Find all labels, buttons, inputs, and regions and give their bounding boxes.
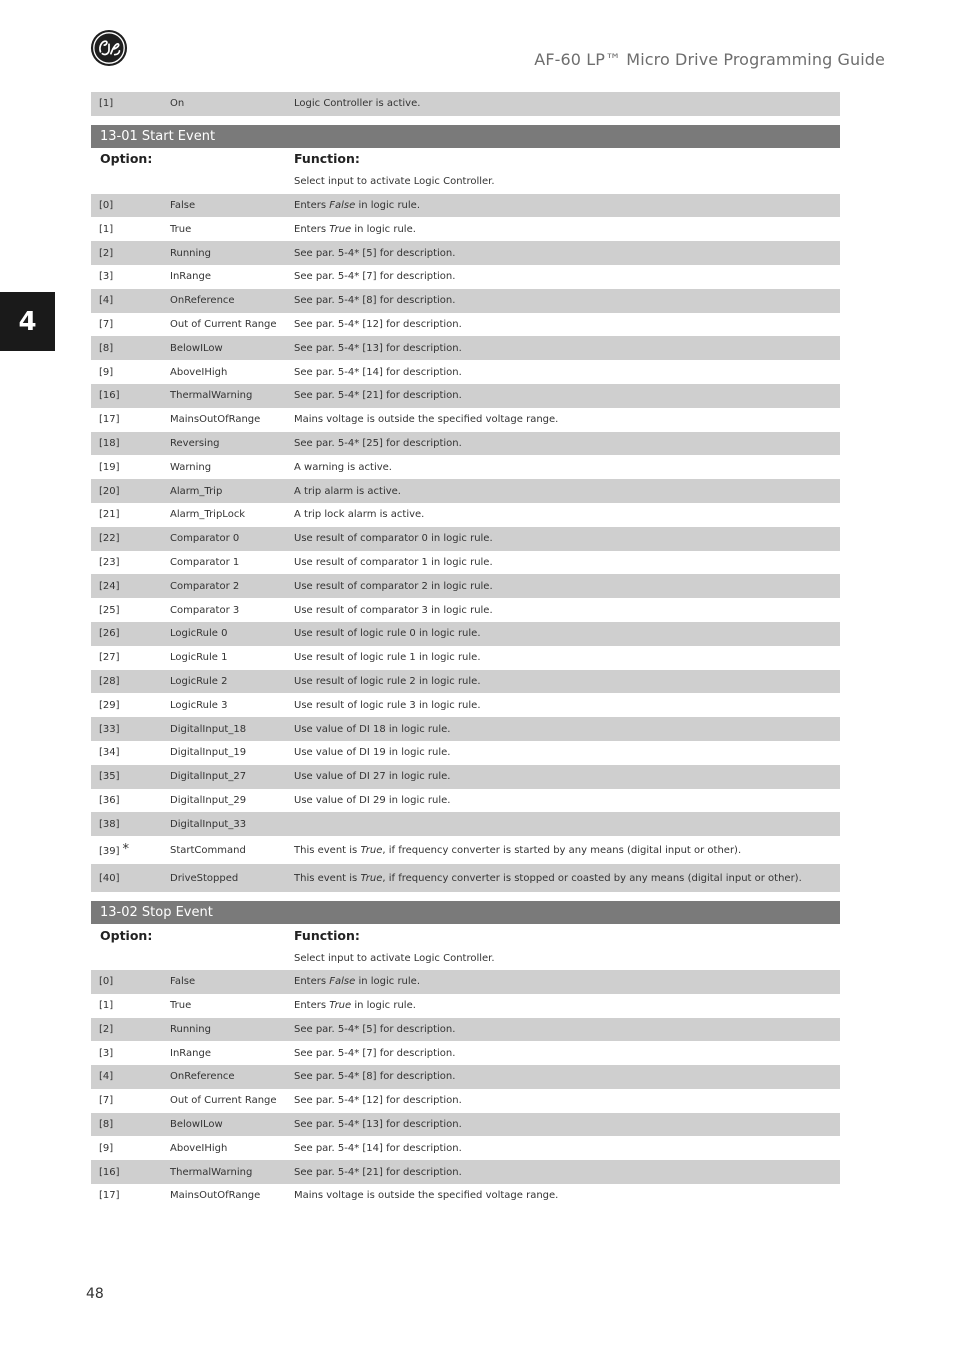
option-code [91,200,162,211]
description-text: Use value of DI 18 in logic rule. [294,723,451,735]
option-code [91,628,162,639]
option-description [285,676,840,687]
option-description [285,581,840,592]
option-code [91,1190,162,1201]
option-code-text: [28] [99,675,120,687]
option-name: MainsOutOfRange [170,1190,261,1202]
option-description [285,1048,840,1059]
option-name: True [170,1000,192,1012]
option-name: Out of Current Range [170,318,277,330]
option-description [285,414,840,425]
table-row [91,598,840,622]
option-name: False [170,976,196,988]
description-text: in logic rule. [355,976,420,988]
option-description [285,845,840,856]
option-description [285,1071,840,1082]
option-code [91,1095,162,1106]
description-text: Use result of logic rule 1 in logic rule. [294,652,481,664]
option-name: LogicRule 2 [170,675,228,687]
option-code [91,1024,162,1035]
option-code-text: [24] [99,580,120,592]
option-code-text: [1] [99,1000,114,1012]
option-name: StartCommand [170,844,246,856]
option-description [285,873,840,884]
intro-row [91,170,840,194]
description-text: A trip alarm is active. [294,485,401,497]
option-code-text: [3] [99,271,114,283]
table-row [91,194,840,218]
option-code-text: [4] [99,295,114,307]
table-row [91,717,840,741]
description-text: in logic rule. [351,223,416,235]
option-code [91,1167,162,1178]
option-description [285,605,840,616]
option-name: LogicRule 1 [170,652,228,664]
option-code-text: [3] [99,1047,114,1059]
description-text: Enters [294,1000,330,1012]
option-name: DigitalInput_18 [170,723,247,735]
option-code-text: [17] [99,1190,120,1202]
description-text: Use value of DI 29 in logic rule. [294,794,451,806]
table-row [91,812,840,836]
description-text: Enters [294,223,330,235]
section-header-stop-event: 13-02 Stop Event [91,901,840,924]
option-description [285,319,840,330]
table-row [91,92,840,116]
option-code-text: [2] [99,247,114,259]
option-code-text: [16] [99,1166,120,1178]
option-description [285,533,840,544]
option-code-text: [8] [99,342,114,354]
table-row [91,970,840,994]
description-text: Use value of DI 19 in logic rule. [294,747,451,759]
option-code-text: [38] [99,818,120,830]
option-name: False [170,199,196,211]
table-row [91,527,840,551]
description-text: See par. 5-4* [14] for description. [294,366,462,378]
description-emphasis: True [360,844,383,856]
option-name: Out of Current Range [170,1095,277,1107]
section-header-start-event: 13-01 Start Event [91,125,840,148]
table-row [91,693,840,717]
option-description [285,1119,840,1130]
description-emphasis: False [329,976,356,988]
option-code-text: [34] [99,747,120,759]
option-code-text: [7] [99,318,114,330]
option-description [285,628,840,639]
option-description [285,1167,840,1178]
option-code [91,343,162,354]
option-name: DigitalInput_27 [170,771,247,783]
option-name: Comparator 3 [170,604,240,616]
description-emphasis: False [329,199,356,211]
option-code-text: [40] [99,872,120,884]
option-name: Running [170,1023,211,1035]
option-name: Comparator 1 [170,556,240,568]
option-code [91,462,162,473]
description-text: See par. 5-4* [13] for description. [294,1119,462,1131]
column-headings [91,924,840,946]
description-text: See par. 5-4* [21] for description. [294,1166,462,1178]
option-code [91,224,162,235]
option-description [285,438,840,449]
option-description [285,1190,840,1201]
option-description [285,652,840,663]
option-code [91,248,162,259]
table-row [91,765,840,789]
column-headings [91,148,840,170]
description-emphasis: True [329,223,352,235]
option-description [285,367,840,378]
description-text: Use result of logic rule 2 in logic rule. [294,675,481,687]
option-description [285,486,840,497]
option-name: LogicRule 3 [170,699,228,711]
table-row [91,1184,840,1208]
option-description [285,224,840,235]
option-name: BelowILow [170,1119,223,1131]
table-row [91,432,840,456]
ge-logo [90,29,128,67]
option-name: DriveStopped [170,872,239,884]
description-text: This event is [294,844,361,856]
option-code [91,367,162,378]
option-code [91,319,162,330]
option-code [91,581,162,592]
option-code [91,747,162,758]
option-code [91,1143,162,1154]
option-code-text: [17] [99,414,120,426]
option-name: ThermalWarning [170,1166,253,1178]
option-name: Running [170,247,211,259]
option-description [285,343,840,354]
description-text: See par. 5-4* [8] for description. [294,1071,456,1083]
option-heading: Option: [100,927,153,943]
option-code [91,724,162,735]
option-code [91,843,162,858]
option-code [91,414,162,425]
option-description [285,700,840,711]
document-title: AF-60 LP™ Micro Drive Programming Guide [534,50,885,69]
description-text: See par. 5-4* [7] for description. [294,271,456,283]
option-code-text: [22] [99,533,120,545]
option-code-text: [9] [99,1142,114,1154]
description-text: See par. 5-4* [5] for description. [294,1023,456,1035]
table-row [91,241,840,265]
description-text: Use result of comparator 2 in logic rule. [294,580,493,592]
table-row [91,503,840,527]
option-name: On [170,98,185,110]
option-name: ThermalWarning [170,390,253,402]
option-description [285,747,840,758]
description-text: This event is [294,872,361,884]
intro-text: Select input to activate Logic Controller. [294,952,495,964]
table-row [91,1041,840,1065]
option-name: OnReference [170,295,235,307]
description-text: A trip lock alarm is active. [294,509,425,521]
option-code-text: [35] [99,771,120,783]
option-code-text: [23] [99,556,120,568]
table-row [91,384,840,408]
parameter-tables [91,92,840,1208]
option-code-text: [4] [99,1071,114,1083]
description-text: See par. 5-4* [14] for description. [294,1142,462,1154]
description-text: Use result of comparator 1 in logic rule. [294,556,493,568]
option-name: Reversing [170,437,220,449]
description-text: Enters [294,199,330,211]
option-code [91,271,162,282]
table-row [91,1065,840,1089]
table-row [91,1113,840,1137]
table-row [91,479,840,503]
option-code [91,438,162,449]
option-description [285,1000,840,1011]
description-emphasis: True [360,872,383,884]
table-row [91,265,840,289]
option-code [91,795,162,806]
option-code-text: [36] [99,794,120,806]
function-heading: Function: [294,927,360,943]
option-name: AboveIHigh [170,1142,228,1154]
option-description [285,1143,840,1154]
option-code [91,771,162,782]
option-description: Logic Controller is active. [294,98,421,110]
option-name: Alarm_Trip [170,485,223,497]
description-text: Use result of logic rule 3 in logic rule. [294,699,481,711]
table-row [91,789,840,813]
description-text: in logic rule. [355,199,420,211]
table-row [91,551,840,575]
option-code [91,557,162,568]
option-description [285,248,840,259]
option-code [91,295,162,306]
option-code [91,1048,162,1059]
option-name: InRange [170,1047,211,1059]
option-name: DigitalInput_19 [170,747,247,759]
option-description [285,295,840,306]
option-code [91,873,162,884]
table-row [91,1136,840,1160]
intro-text: Select input to activate Logic Controller. [294,176,495,188]
description-text: Use result of comparator 3 in logic rule. [294,604,493,616]
page-number: 48 [86,1286,104,1302]
description-emphasis: True [329,1000,352,1012]
option-name: True [170,223,192,235]
option-description [285,557,840,568]
option-name: DigitalInput_33 [170,818,247,830]
table-row [91,864,840,892]
option-code-text: [9] [99,366,114,378]
option-code: [1] [99,98,114,110]
option-code-text: [0] [99,976,114,988]
option-code-text: [26] [99,628,120,640]
option-description [285,771,840,782]
option-code [91,1071,162,1082]
option-code-text: [39] [99,845,120,857]
option-description [285,976,840,987]
description-text: , if frequency converter is started by any means (digital input or other). [382,844,742,856]
start-event-options [91,194,840,893]
description-text: Use value of DI 27 in logic rule. [294,771,451,783]
option-name: MainsOutOfRange [170,414,261,426]
option-code-text: [8] [99,1119,114,1131]
option-code-text: [1] [99,223,114,235]
option-code [91,652,162,663]
option-code [91,676,162,687]
option-description [285,1095,840,1106]
option-description [285,795,840,806]
option-description [285,509,840,520]
option-code [91,486,162,497]
description-text: Enters [294,976,330,988]
description-text: See par. 5-4* [25] for description. [294,437,462,449]
table-row [91,1160,840,1184]
option-description [285,1024,840,1035]
option-name: DigitalInput_29 [170,794,247,806]
option-code [91,1000,162,1011]
option-code-text: [2] [99,1023,114,1035]
option-code [91,533,162,544]
table-row [91,408,840,432]
option-name: BelowILow [170,342,223,354]
option-heading: Option: [100,151,153,167]
option-name: LogicRule 0 [170,628,228,640]
option-name: Comparator 0 [170,533,240,545]
description-text: Use result of logic rule 0 in logic rule. [294,628,481,640]
table-row [91,574,840,598]
description-text: See par. 5-4* [8] for description. [294,295,456,307]
option-name: Alarm_TripLock [170,509,246,521]
option-name: Comparator 2 [170,580,240,592]
option-code-text: [29] [99,699,120,711]
option-code-text: [25] [99,604,120,616]
option-description [285,200,840,211]
option-description [285,271,840,282]
table-row [91,455,840,479]
description-text: , if frequency converter is stopped or coasted by any means (digital input or other). [382,872,802,884]
option-code [91,819,162,830]
option-code-text: [18] [99,437,120,449]
option-code [91,390,162,401]
table-row [91,217,840,241]
table-row [91,360,840,384]
table-row [91,836,840,864]
description-text: Use result of comparator 0 in logic rule. [294,533,493,545]
option-description [285,724,840,735]
option-name: OnReference [170,1071,235,1083]
option-code-text: [20] [99,485,120,497]
option-description [285,390,840,401]
function-heading: Function: [294,151,360,167]
table-row [91,1089,840,1113]
option-code-text: [19] [99,461,120,473]
intro-row [91,946,840,970]
description-text: in logic rule. [351,1000,416,1012]
table-row [91,646,840,670]
table-row [91,313,840,337]
description-text: See par. 5-4* [13] for description. [294,342,462,354]
option-code-text: [27] [99,652,120,664]
default-marker: * [122,841,130,857]
description-text: See par. 5-4* [5] for description. [294,247,456,259]
option-name: InRange [170,271,211,283]
table-row [91,622,840,646]
option-name: AboveIHigh [170,366,228,378]
description-text: Mains voltage is outside the specified voltage range. [294,1190,559,1202]
option-description [285,462,840,473]
option-code [91,700,162,711]
table-row [91,741,840,765]
chapter-tab: 4 [0,292,55,351]
option-code-text: [16] [99,390,120,402]
table-row [91,336,840,360]
table-row [91,670,840,694]
option-code-text: [0] [99,199,114,211]
option-name: Warning [170,461,212,473]
option-code [91,605,162,616]
description-text: See par. 5-4* [21] for description. [294,390,462,402]
description-text: Mains voltage is outside the specified voltage range. [294,414,559,426]
option-code [91,976,162,987]
stop-event-options [91,970,840,1208]
description-text: See par. 5-4* [7] for description. [294,1047,456,1059]
description-text: See par. 5-4* [12] for description. [294,318,462,330]
description-text: See par. 5-4* [12] for description. [294,1095,462,1107]
description-text: A warning is active. [294,461,392,473]
table-row [91,289,840,313]
option-code-text: [21] [99,509,120,521]
table-row [91,994,840,1018]
option-code [91,509,162,520]
option-code-text: [33] [99,723,120,735]
option-code-text: [7] [99,1095,114,1107]
option-code [91,1119,162,1130]
table-row [91,1018,840,1042]
